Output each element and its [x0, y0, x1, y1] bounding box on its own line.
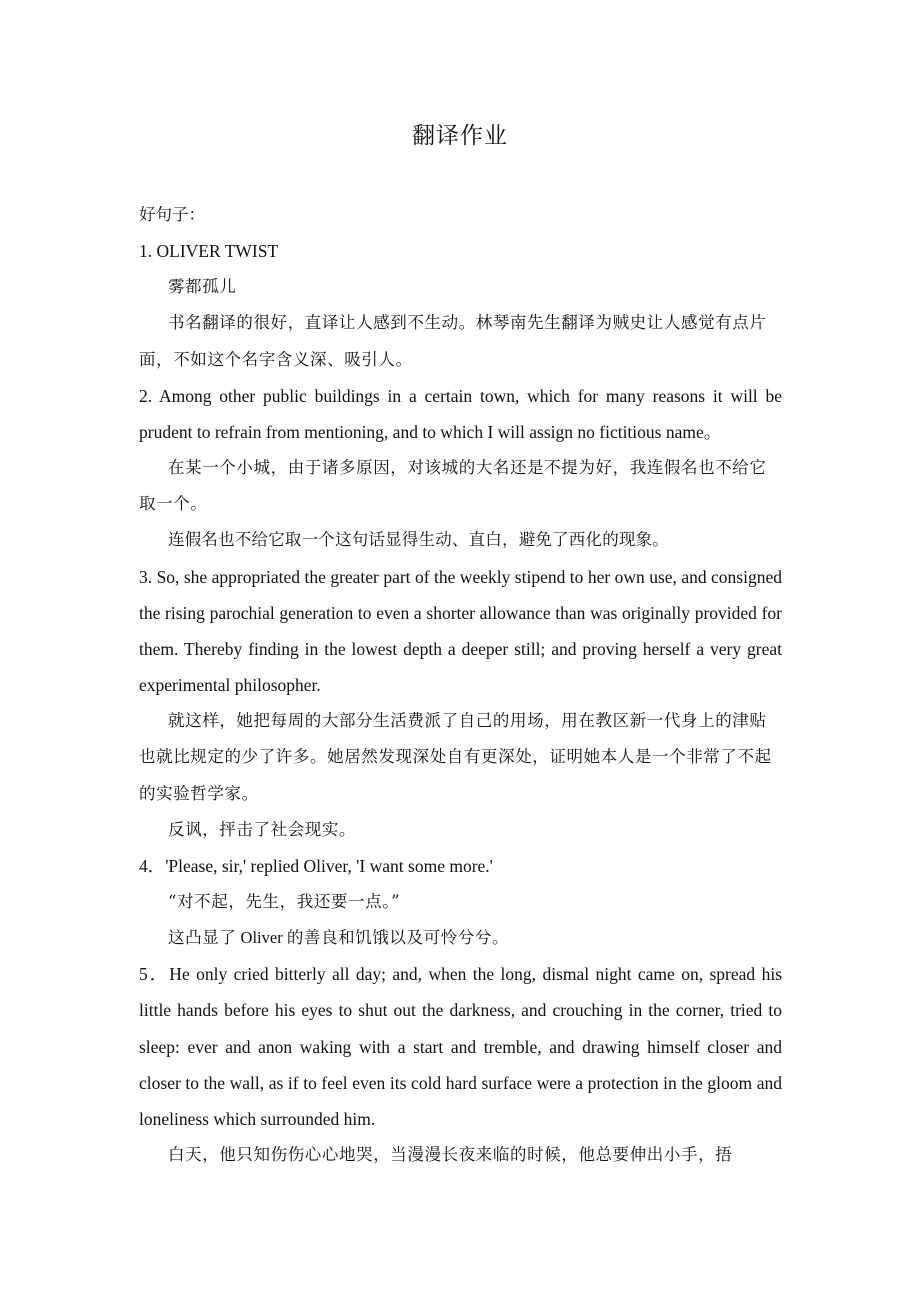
document-body — [139, 197, 782, 1173]
item-4-source: 4．'Please, sir,' replied Oliver, 'I want some more.' — [139, 855, 493, 876]
item-1-comment: 书名翻译的很好，直译让人感到不生动。林琴南先生翻译为贼史让人感觉有点片面，不如这个名字含义深、吸引人。 — [139, 313, 767, 369]
item-1-translation: 雾都孤儿 — [168, 277, 237, 297]
item-4-comment-name: Oliver — [236, 928, 287, 948]
page-title: 翻译作业 — [412, 123, 508, 149]
item-4-translation: “对不起，先生，我还要一点。” — [168, 891, 401, 911]
item-5-translation: 白天，他只知伤伤心心地哭，当漫漫长夜来临的时候，他总要伸出小手，捂 — [168, 1145, 733, 1165]
item-2-source: 2. Among other public buildings in a certain town, which for many reasons it will be prudent to refrain from mentioning, and to which I will assign no fictitious name。 — [139, 385, 782, 442]
item-1-source: 1. OLIVER TWIST — [139, 241, 279, 262]
item-2-translation: 在某一个小城，由于诸多原因，对该城的大名还是不提为好，我连假名也不给它取一个。 — [139, 458, 767, 514]
item-2-comment: 连假名也不给它取一个这句话显得生动、直白，避免了西化的现象。 — [168, 530, 669, 550]
item-3-translation: 就这样，她把每周的大部分生活费派了自己的用场，用在教区新一代身上的津贴也就比规定的少了许多。她居然发现深处自有更深处，证明她本人是一个非常了不起的实验哲学家。 — [139, 711, 772, 803]
section-label: 好句子： — [139, 205, 205, 224]
item-4-comment-prefix: 这凸显了 — [168, 928, 237, 948]
item-3-source: 3. So, she appropriated the greater part of the weekly stipend to her own use, and consigned the rising parochial generation to even a shorter allowance than was originally provided for them. Thereby finding in the lowest depth a deeper still; and proving herself a very great experimental philosopher. — [139, 566, 782, 696]
item-4-comment — [139, 920, 782, 956]
item-4-comment-suffix: 的善良和饥饿以及可怜兮兮。 — [286, 928, 510, 948]
item-3-comment: 反讽，抨击了社会现实。 — [168, 819, 357, 839]
item-5-source: 5．He only cried bitterly all day; and, when the long, dismal night came on, spread his little hands before his eyes to shut out the darkness, and crouching in the corner, tried to sleep: ever and anon waking with a start and tremble, and drawing himself closer and closer to the wall, as if to feel even its cold hard surface were a protection in the gloom and loneliness which surrounded him. — [139, 964, 782, 1129]
